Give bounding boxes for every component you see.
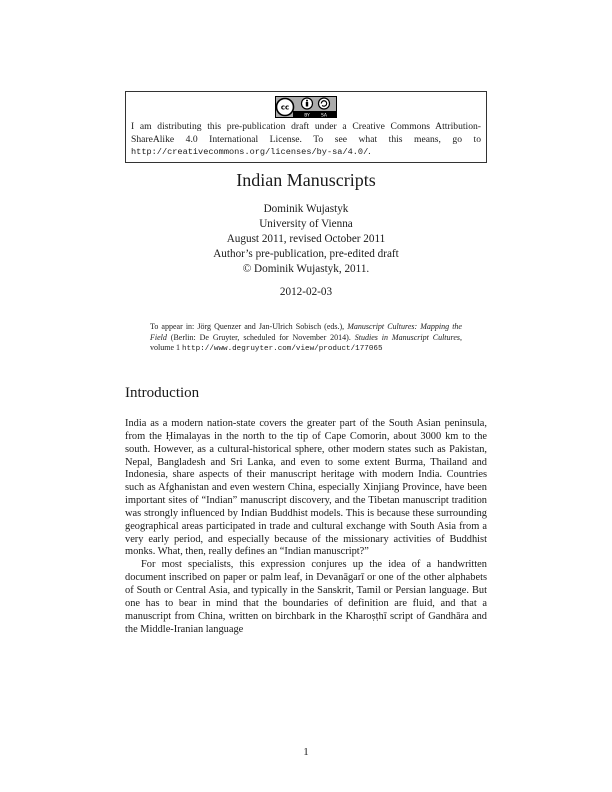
cc-by-sa-badge-icon [275,96,337,118]
author-name: Dominik Wujastyk [263,203,349,215]
sa-label: SA [320,113,328,118]
license-text-body: I am distributing this pre-publication draft under a Creative Commons Attribution-ShareAlike 4.0 International License. To see what this means, go to [131,121,481,145]
page-title: Indian Manuscripts [236,170,376,190]
license-text [131,121,481,159]
author-block [0,202,612,277]
section-heading: Introduction [125,385,200,401]
publication-prefix: To appear in: Jörg Quenzer and Jan-Ulrich Sobisch (eds.), [150,322,348,331]
license-box [125,91,487,163]
volume-info: , volume 1 [150,332,463,353]
page-number: 1 [303,746,309,758]
paragraph: India as a modern nation-state covers the greater part of the South Asian peninsula, from the Ḥimalayas in the north to the tip of Cape Comorin, about 3000 km to the south. However, as a cultural-historical sphere, other modern states such as Pakistan, Nepal, Bangladesh and Sri Lanka, and even to some extent Burma, Thailand and Indonesia, share aspects of their manuscript heritage with modern India. Countries such as Afghanistan and even western China, especially Xinjiang Province, have been important sites of “Indian” manuscript discovery, and the Tibetan manuscript tradition was strongly influenced by Indian Buddhist models. This is because these surrounding geographical areas participated in trade and cultural exchange with South Asia from a very early period, and especially because of the missionary activities of Buddhist monks. What, then, really defines an “Indian manuscript?” [125,418,487,558]
copyright: © Dominik Wujastyk, 2011. [242,263,370,275]
publication-note [150,322,462,355]
revision-dates: August 2011, revised October 2011 [226,233,386,245]
affiliation: University of Vienna [259,218,353,230]
paragraph: For most specialists, this expression conjures up the idea of a handwritten document inscribed on paper or palm leaf, in Devanāgarī or one of the other alphabets of South or Central Asia, and typically in the Sanskrit, Tamil or Persian language. But one has to bear in mind that the boundaries of definition are fluid, and that a manuscript from China, written on birchbark in the Kharoṣṭhī script of Gandhāra and the Middle-Iranian language [125,559,487,635]
book-title: Manuscript Cultures: Mapping the Field [150,322,462,342]
by-label: BY [304,113,310,118]
cc-label: cc [280,103,290,112]
publisher-link[interactable]: http://www.degruyter.com/view/product/177065 [182,345,383,354]
publisher-info: (Berlin: De Gruyter, scheduled for November 2014). [166,332,355,342]
license-text-end: . [368,146,371,157]
body-text [125,418,487,636]
license-link[interactable]: http://creativecommons.org/licenses/by-sa/4.0/ [131,147,369,157]
document-date: 2012-02-03 [279,286,333,298]
series-title: Studies in Manuscript Cultures [354,332,461,342]
draft-status: Author’s pre-publication, pre-edited draft [213,248,399,260]
